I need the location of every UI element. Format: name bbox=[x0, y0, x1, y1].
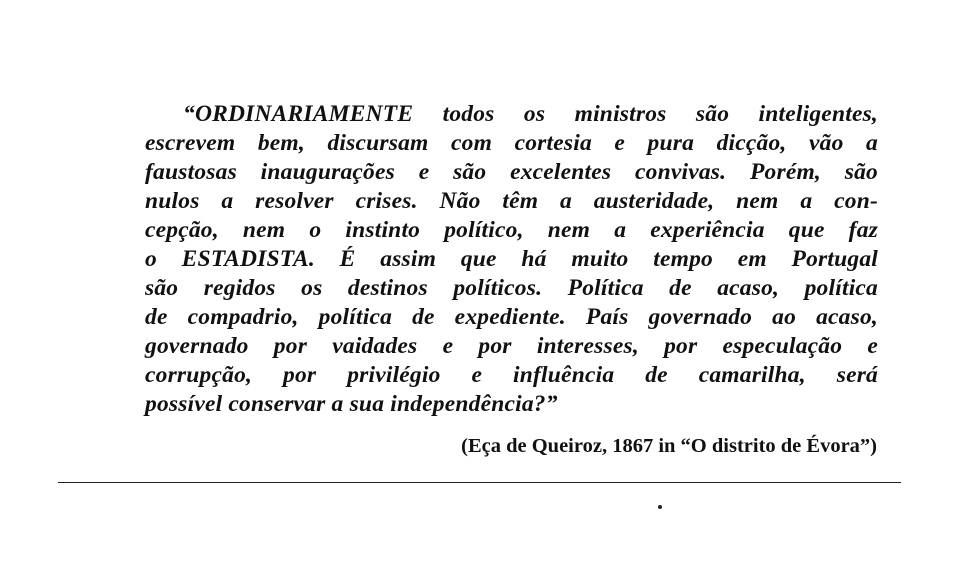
horizontal-rule bbox=[58, 482, 901, 483]
quote-line: faustosas inaugurações e são excelentes convivas. Porém, são bbox=[145, 159, 878, 185]
quote-line: de compadrio, política de expediente. País governado ao acaso, bbox=[145, 304, 878, 330]
quote-line: o ESTADISTA. É assim que há muito tempo em Portugal bbox=[145, 246, 878, 272]
quote-attribution: (Eça de Queiroz, 1867 in “O distrito de Évora”) bbox=[461, 435, 877, 457]
quote-line: cepção, nem o instinto político, nem a experiência que faz bbox=[145, 217, 878, 243]
quote-line: são regidos os destinos políticos. Política de acaso, política bbox=[145, 275, 878, 301]
quote-line: nulos a resolver crises. Não têm a austeridade, nem a con- bbox=[145, 188, 878, 214]
quote-line: escrevem bem, discursam com cortesia e pura dicção, vão a bbox=[145, 130, 878, 156]
quote-block bbox=[145, 100, 878, 419]
quote-line: corrupção, por privilégio e influência de camarilha, será bbox=[145, 362, 878, 388]
quote-line: “ORDINARIAMENTE todos os ministros são inteligentes, bbox=[183, 101, 878, 127]
quote-line: governado por vaidades e por interesses, por especulação e bbox=[145, 333, 878, 359]
quote-line: possível conservar a sua independência?” bbox=[145, 391, 558, 417]
ink-speck bbox=[658, 505, 662, 509]
